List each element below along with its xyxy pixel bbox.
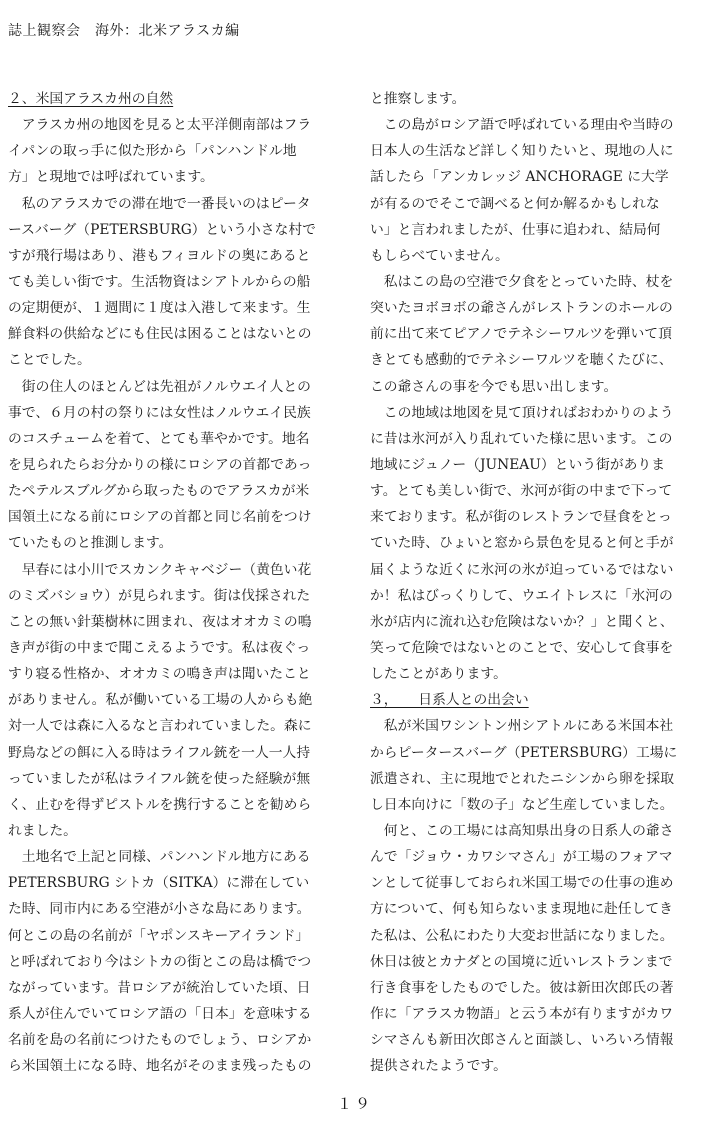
text-line: 名前を島の名前につけたものでしょう、ロシアか — [8, 1032, 312, 1049]
page-number: １９ — [336, 1095, 373, 1113]
text-line: 来ております。私が街のレストランで昼食をとっ — [370, 509, 672, 526]
text-line: 系人が住んでいてロシア語の「日本」を意味する — [8, 1005, 312, 1022]
text-line: 対一人では森に入るなと言われていました。森に — [8, 718, 312, 735]
text-line: 何とこの島の名前が「ヤポンスキーアイランド」 — [8, 927, 310, 944]
text-line: んで「ジョウ・カワシマさん」が工場のフォアマ — [370, 849, 673, 866]
text-line: 早春には小川でスカンクキャベジー（黄色い花 — [8, 561, 312, 578]
text-line: この地域は地図を見て頂ければおわかりのよう — [370, 404, 674, 421]
text-line: 提供されたようです。 — [370, 1058, 507, 1075]
text-line: 土地名で上記と同様、パンハンドル地方にある — [8, 849, 311, 866]
text-line: 私はこの島の空港で夕食をとっていた時、杖を — [370, 273, 674, 290]
text-line: れました。 — [8, 822, 77, 839]
text-line: 日本人の生活など詳しく知りたいと、現地の人に — [370, 143, 674, 160]
text-line: 前に出て来てピアノでテネシーワルツを弾いて頂 — [370, 326, 672, 343]
text-line: に昔は氷河が入り乱れていた様に思います。この — [370, 430, 673, 447]
text-line: ていたものと推測します。 — [8, 535, 173, 552]
left-column — [8, 86, 338, 1079]
text-line: く、止むを得ずピストルを携行することを勧めら — [8, 796, 312, 813]
text-line: 鮮食料の供給などにも住民は困ることはないとの — [8, 326, 312, 343]
text-line: ンとして従事しておられ米国工場での仕事の進め — [370, 875, 674, 892]
text-line: 笑って危険ではないとのことで、安心して食事を — [370, 639, 674, 656]
text-line: 国領土になる前にロシアの首都と同じ名前をつけ — [8, 509, 312, 526]
text-line: し日本向けに「数の子」など生産していました。 — [370, 796, 674, 813]
text-line: ても美しい街です。生活物資はシアトルからの船 — [8, 273, 311, 290]
text-line: ことでした。 — [8, 352, 91, 369]
text-line: 何と、この工場には高知県出身の日系人の爺さ — [370, 822, 674, 839]
text-line: がありません。私が働いている工場の人からも絶 — [8, 692, 313, 709]
text-line: い」と言われましたが、仕事に追われ、結局何 — [370, 221, 661, 238]
text-line: ていた時、ひょいと窓から景色を見ると何と手が — [370, 535, 674, 552]
text-line: と推察します。 — [370, 91, 466, 107]
text-line: 作に「アラスカ物語」と云う本が有りますがカワ — [370, 1005, 674, 1022]
text-line: 街の住人のほとんどは先祖がノルウエイ人との — [8, 378, 311, 395]
right-column — [370, 86, 700, 1079]
text-line: 野鳥などの餌に入る時はライフル銃を一人一人持 — [8, 744, 311, 761]
text-line: のコスチュームを着て、とても華やかです。地名 — [8, 430, 310, 447]
text-line: ことの無い針葉樹林に囲まれ、夜はオオカミの鳴 — [8, 613, 312, 630]
text-line: た私は、公私にわたり大変お世話になりました。 — [370, 927, 674, 944]
text-line: ースバーグ（PETERSBURG）という小さな村で — [8, 221, 316, 238]
section-heading-alaska-nature: ２、米国アラスカ州の自然 — [8, 91, 174, 107]
text-line: 話したら「アンカレッジ ANCHORAGE に大学 — [370, 169, 669, 186]
text-line: 地域にジュノー（JUNEAU）という街がありま — [370, 456, 666, 473]
text-line: 氷が店内に流れ込む危険はないか？」と聞くと、 — [370, 613, 674, 630]
text-line: したことがあります。 — [370, 666, 507, 683]
text-line: シマさんも新田次郎さんと面談し、いろいろ情報 — [370, 1032, 674, 1049]
text-line: ながっています。昔ロシアが統治していた頃、日 — [8, 979, 311, 996]
text-line: た時、同市内にある空港が小さな島にあります。 — [8, 901, 311, 918]
section-heading-japanese-americans: ３， 日系人との出会い — [370, 692, 529, 709]
text-line: を見られたらお分かりの様にロシアの首都であっ — [8, 456, 312, 473]
text-line: 派遣され、主に現地でとれたニシンから卵を採取 — [370, 770, 675, 787]
text-line: と呼ばれており今はシトカの街とこの島は橋でつ — [8, 953, 312, 970]
text-line: 行き食事をしたものでした。彼は新田次郎氏の著 — [370, 979, 674, 996]
text-line: の定期便が、１週間に１度は入港して来ます。生 — [8, 300, 311, 317]
text-line: この爺さんの事を今でも思い出します。 — [370, 378, 618, 395]
text-line: か！私はびっくりして、ウエイトレスに「氷河の — [370, 587, 673, 604]
text-line: PETERSBURG シトカ（SITKA）に滞在してい — [8, 875, 310, 892]
text-line: 私が米国ワシントン州シアトルにある米国本社 — [370, 718, 674, 735]
text-line: す。とても美しい街で、氷河が街の中まで下って — [370, 483, 673, 500]
text-line: っていましたが私はライフル銃を使った経験が無 — [8, 770, 311, 787]
text-line: ら米国領土になる時、地名がそのまま残ったもの — [8, 1058, 312, 1075]
text-line: 方について、何も知らないまま現地に赴任してき — [370, 901, 673, 918]
text-line: きとても感動的でテネシーワルツを聴くたびに、 — [370, 352, 673, 369]
text-line: イパンの取っ手に似た形から「パンハンドル地 — [8, 143, 297, 160]
text-line: が有るのでそこで調べると何か解るかもしれな — [370, 195, 660, 212]
text-line: 突いたヨボヨボの爺さんがレストランのホールの — [370, 300, 673, 317]
text-line: 事で、６月の村の祭りには女性はノルウエイ民族 — [8, 404, 311, 421]
text-line: からピータースバーグ（PETERSBURG）工場に — [370, 744, 678, 761]
text-line: すが飛行場はあり、港もフィヨルドの奥にあると — [8, 247, 311, 264]
text-line: もしらべていません。 — [370, 247, 509, 264]
text-line: この島がロシア語で呼ばれている理由や当時の — [370, 117, 674, 134]
text-line: たペテルスブルグから取ったものでアラスカが米 — [8, 483, 310, 500]
text-line: アラスカ州の地図を見ると太平洋側南部はフラ — [8, 117, 312, 134]
text-line: 私のアラスカでの滞在地で一番長いのはピータ — [8, 195, 311, 212]
text-line: 届くような近くに氷河の氷が迫っているではない — [370, 561, 674, 578]
text-line: き声が街の中まで聞こえるようです。私は夜ぐっ — [8, 639, 311, 656]
text-line: 方」と現地では呼ばれています。 — [8, 169, 214, 186]
page-header: 誌上観察会 海外：北米アラスカ編 — [8, 23, 240, 39]
text-line: のミズバショウ）が見られます。街は伐採された — [8, 587, 311, 604]
text-line: すり寝る性格か、オオカミの鳴き声は聞いたこと — [8, 666, 311, 683]
text-line: 休日は彼とカナダとの国境に近いレストランまで — [370, 953, 673, 970]
